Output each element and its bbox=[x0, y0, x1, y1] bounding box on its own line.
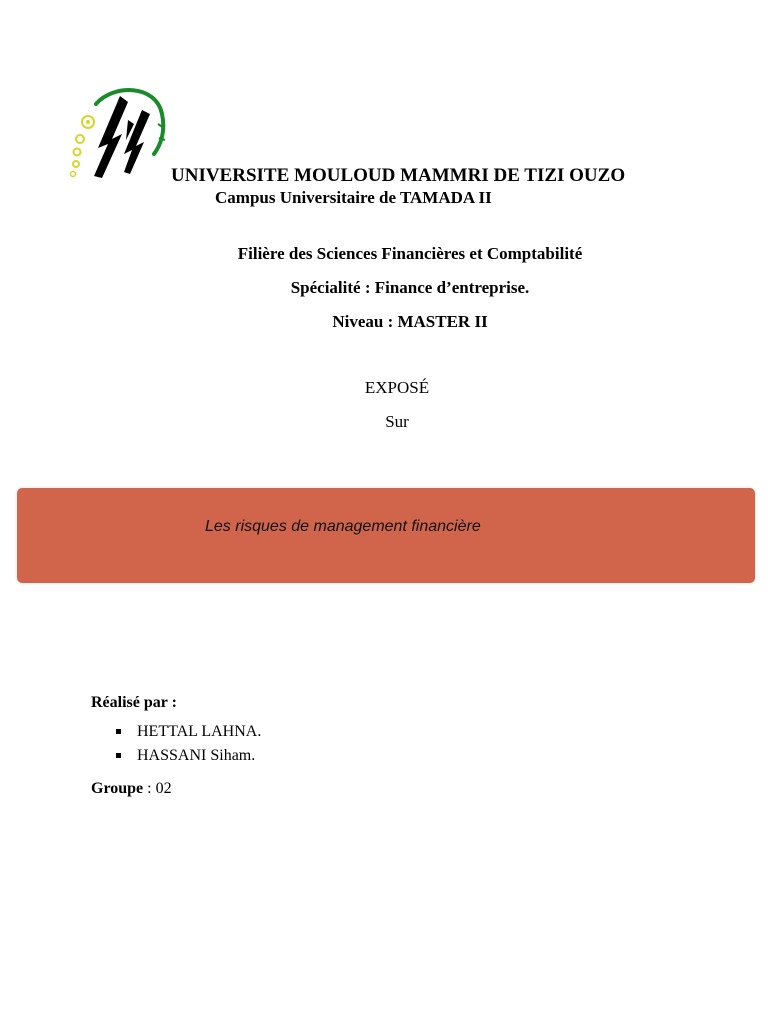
bullet-icon bbox=[116, 729, 121, 734]
campus-name: Campus Universitaire de TAMADA II bbox=[215, 188, 492, 207]
filiere-line: Filière des Sciences Financières et Comptabilité bbox=[237, 244, 583, 263]
document-type: EXPOSÉ bbox=[364, 378, 430, 397]
topic-banner bbox=[17, 488, 755, 583]
authors-label: Réalisé par : bbox=[91, 694, 177, 711]
university-logo-icon bbox=[68, 84, 168, 184]
list-item bbox=[116, 746, 261, 770]
group-label: Groupe bbox=[91, 780, 144, 797]
group-line bbox=[91, 780, 172, 798]
author-name: HETTAL LAHNA. bbox=[137, 723, 262, 740]
university-name: UNIVERSITE MOULOUD MAMMRI DE TIZI OUZO bbox=[171, 165, 626, 186]
document-sur: Sur bbox=[385, 412, 409, 431]
bullet-icon bbox=[116, 753, 121, 758]
authors-list bbox=[116, 722, 261, 770]
specialite-line: Spécialité : Finance d’entreprise. bbox=[290, 278, 530, 297]
group-value: 02 bbox=[155, 780, 172, 797]
topic-title: Les risques de management financière bbox=[205, 518, 481, 535]
niveau-line: Niveau : MASTER II bbox=[332, 312, 488, 331]
list-item bbox=[116, 722, 261, 746]
author-name: HASSANI Siham. bbox=[137, 747, 256, 764]
group-separator: : bbox=[143, 780, 156, 797]
